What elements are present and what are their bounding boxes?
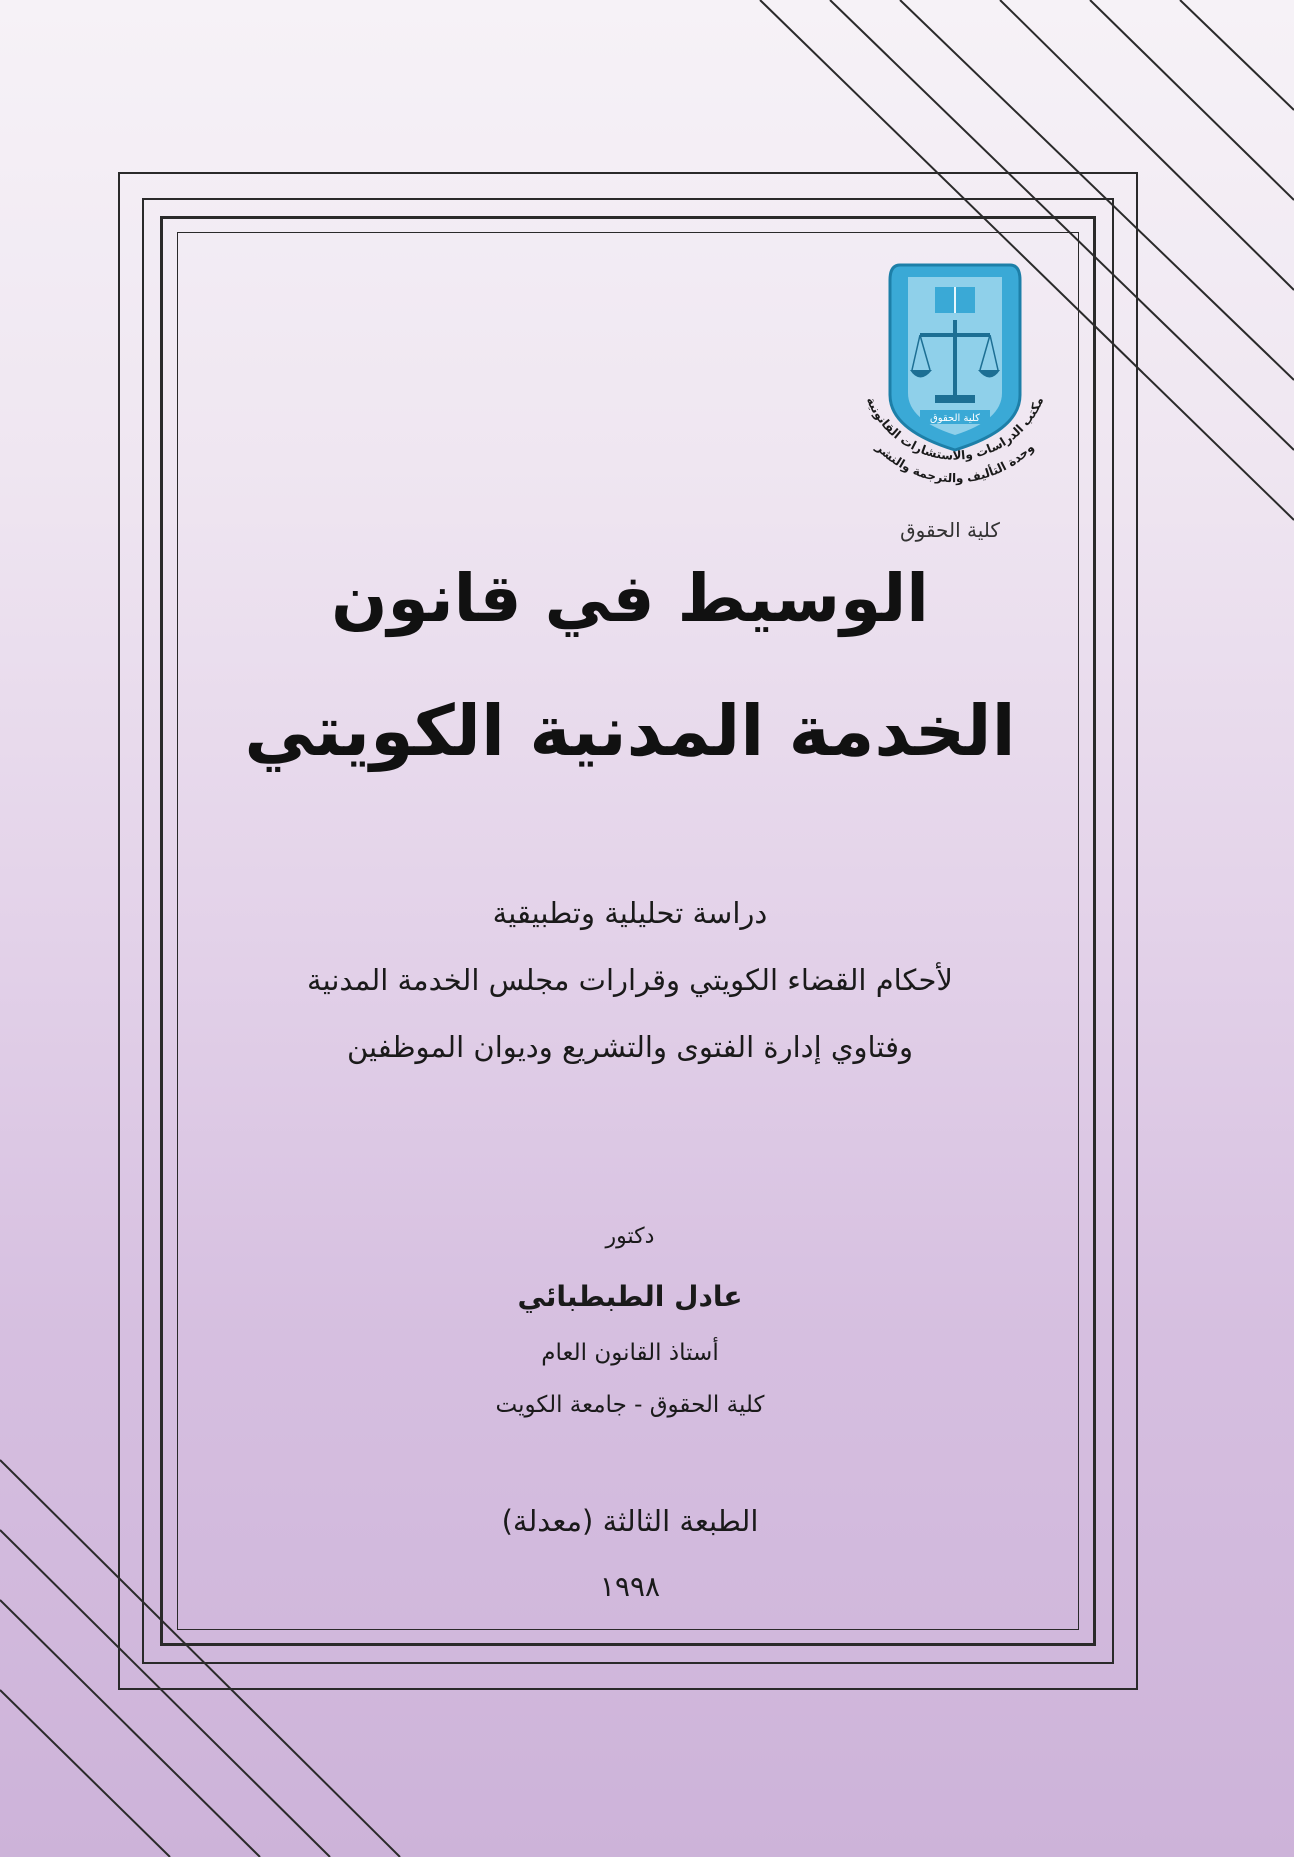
subtitle-line-2: لأحكام القضاء الكويتي وقرارات مجلس الخدمة المدنية: [307, 963, 953, 997]
svg-text:مكتب الدراسات والاستشارات القا: مكتب الدراسات والاستشارات القانونية: [863, 394, 1047, 463]
subtitle-line-1: دراسة تحليلية وتطبيقية: [492, 896, 768, 930]
emblem-icon: [840, 245, 1070, 495]
publication-year: ١٩٩٨: [599, 1570, 661, 1603]
subtitle-line-3: وفتاوي إدارة الفتوى والتشريع وديوان الموظفين: [346, 1030, 914, 1064]
faculty-emblem-logo: [840, 245, 1070, 495]
author-position: أستاذ القانون العام: [541, 1340, 719, 1366]
book-title-line-1: الوسيط في قانون: [331, 560, 929, 637]
edition-label: الطبعة الثالثة (معدلة): [501, 1504, 759, 1538]
author-prefix: دكتور: [605, 1224, 655, 1249]
svg-text:وحدة التأليف والترجمة والنشر: وحدة التأليف والترجمة والنشر: [873, 440, 1037, 486]
emblem-caption: كلية الحقوق: [900, 518, 1000, 542]
book-title-line-2: الخدمة المدنية الكويتي: [244, 690, 1016, 772]
author-name: عادل الطبطبائي: [517, 1280, 743, 1313]
svg-text:كلية الحقوق: كلية الحقوق: [930, 413, 980, 424]
author-affiliation: كلية الحقوق - جامعة الكويت: [495, 1392, 765, 1418]
